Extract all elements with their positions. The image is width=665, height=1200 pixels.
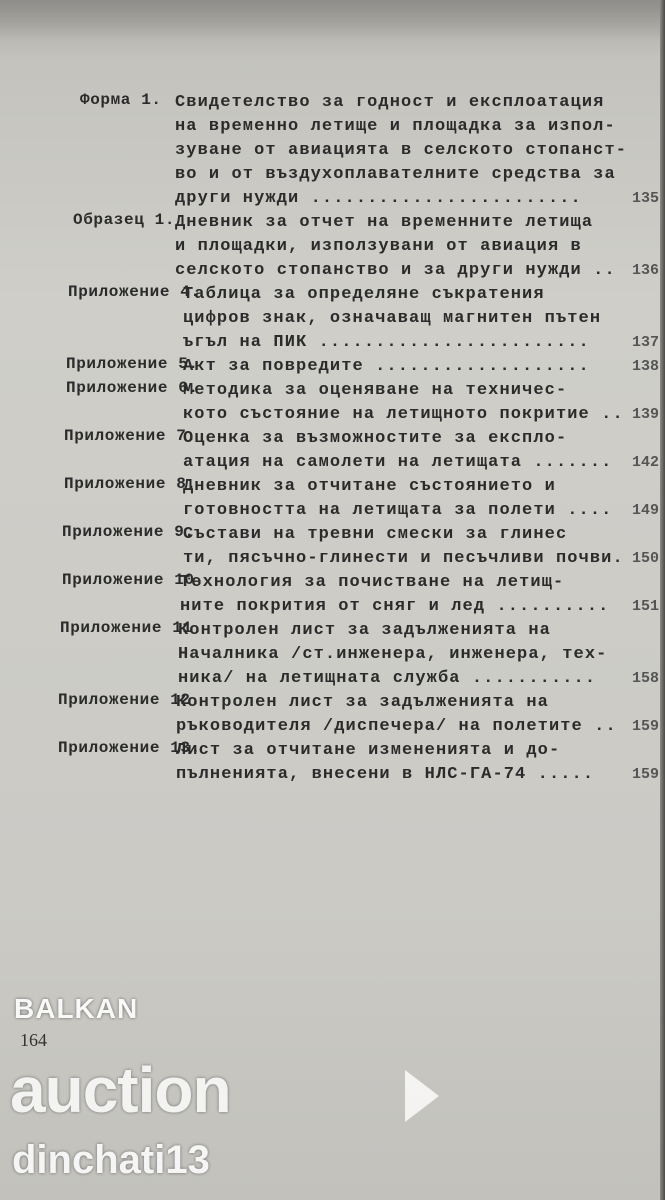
entry-label: Образец 1. xyxy=(73,211,176,229)
entry-text-line: Методика за оценяване на техничес- xyxy=(183,381,568,400)
entry-page-number: 135 xyxy=(631,190,659,207)
entry-label: Приложение 11. xyxy=(60,619,203,637)
watermark-brand-top: BALKAN xyxy=(14,993,139,1024)
entry-label: Приложение 10. xyxy=(62,571,205,589)
entry-text-line: Лист за отчитане измененията и до- xyxy=(176,741,561,760)
entry-text-line: на временно летище и площадка за изпол- xyxy=(175,117,616,136)
entry-text-line: ните покрития от сняг и лед .......... xyxy=(180,597,610,616)
entry-text-line: Акт за повредите ................... xyxy=(183,357,590,376)
toc-entry xyxy=(0,427,665,475)
entry-page-number: 159 xyxy=(631,766,659,783)
toc-entry xyxy=(0,691,665,739)
entry-text-line: кото състояние на летищното покритие .. xyxy=(183,405,624,424)
toc-entry xyxy=(0,475,665,523)
entry-text-line: Контролен лист за задълженията на xyxy=(176,693,549,712)
toc-entry xyxy=(0,619,665,691)
entry-page-number: 158 xyxy=(631,670,659,687)
entry-label: Приложение 13. xyxy=(58,739,201,757)
entry-page-number: 136 xyxy=(631,262,659,279)
entry-page-number: 139 xyxy=(631,406,659,423)
page-number: 164 xyxy=(20,1030,47,1050)
toc-entry xyxy=(0,523,665,571)
toc-entry xyxy=(0,283,665,355)
entry-page-number: 149 xyxy=(631,502,659,519)
entry-page-number: 138 xyxy=(631,358,659,375)
watermark-brand-main: auction xyxy=(10,1054,231,1126)
entry-text-line: Контролен лист за задълженията на xyxy=(178,621,551,640)
entry-text-line: ръководителя /диспечера/ на полетите .. xyxy=(176,717,617,736)
watermark-user: dinchati13 xyxy=(12,1138,210,1182)
entry-text-line: Дневник за отчет на временните летища xyxy=(175,213,594,232)
entry-text-line: селското стопанство и за други нужди .. xyxy=(175,261,616,280)
entry-page-number: 159 xyxy=(631,718,659,735)
play-icon xyxy=(405,1070,439,1122)
entry-label: Форма 1. xyxy=(80,91,162,109)
entry-label: Приложение 12. xyxy=(58,691,201,709)
entry-label: Приложение 9. xyxy=(62,523,195,541)
page-shadow xyxy=(0,0,665,40)
entry-text-line: атация на самолети на летищата ....... xyxy=(183,453,613,472)
toc-entry xyxy=(0,355,665,379)
entry-text-line: други нужди ........................ xyxy=(175,189,582,208)
entry-page-number: 150 xyxy=(631,550,659,567)
entry-label: Приложение 8. xyxy=(64,475,197,493)
entry-label: Приложение 7. xyxy=(64,427,197,445)
toc-entry xyxy=(0,571,665,619)
toc-entry xyxy=(0,379,665,427)
entry-text-line: Таблица за определяне съкратения xyxy=(183,285,545,304)
entry-page-number: 151 xyxy=(631,598,659,615)
entry-text-line: цифров знак, означаващ магнитен пътен xyxy=(183,309,602,328)
entry-text-line: пълненията, внесени в НЛС-ГА-74 ..... xyxy=(176,765,595,784)
entry-label: Приложение 4. xyxy=(68,283,201,301)
entry-text-line: Началника /ст.инженера, инженера, тех- xyxy=(178,645,608,664)
entry-text-line: Технология за почистване на летищ- xyxy=(180,573,565,592)
entry-text-line: Оценка за възможностите за експло- xyxy=(183,429,568,448)
entry-text-line: во и от въздухоплавателните средства за xyxy=(175,165,616,184)
book-spine-edge xyxy=(660,0,665,1200)
entry-text-line: ника/ на летищната служба ........... xyxy=(178,669,597,688)
toc-entry xyxy=(0,91,665,211)
entry-label: Приложение 6. xyxy=(66,379,199,397)
entry-text-line: Състави на тревни смески за глинес xyxy=(183,525,568,544)
entry-text-line: готовността на летищата за полети .... xyxy=(183,501,613,520)
entry-text-line: зуване от авиацията в селското стопанст- xyxy=(175,141,628,160)
entry-label: Приложение 5. xyxy=(66,355,199,373)
entry-text-line: ти, пясъчно-глинести и песъчливи почви. xyxy=(183,549,624,568)
entry-page-number: 137 xyxy=(631,334,659,351)
entry-page-number: 142 xyxy=(631,454,659,471)
toc-entry xyxy=(0,739,665,787)
entry-text-line: ъгъл на ПИК ........................ xyxy=(183,333,590,352)
entry-text-line: Свидетелство за годност и експлоатация xyxy=(175,93,605,112)
toc-entry xyxy=(0,211,665,283)
entry-text-line: Дневник за отчитане състоянието и xyxy=(183,477,556,496)
table-of-contents xyxy=(0,91,665,787)
entry-text-line: и площадки, използувани от авиация в xyxy=(175,237,582,256)
